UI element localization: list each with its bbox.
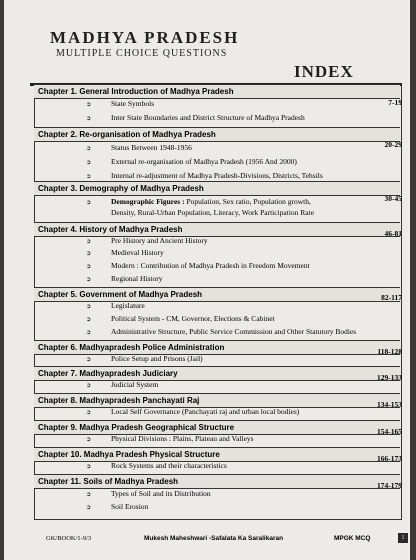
- arrow-bullet-icon: ➲: [86, 251, 92, 257]
- chapter-header: [34, 127, 400, 142]
- chapter-page-range: 82-117: [381, 293, 402, 302]
- arrow-bullet-icon: ➲: [86, 357, 92, 363]
- footer-book: MPGK MCQ: [334, 535, 371, 542]
- chapter-page-range: 20-29: [384, 140, 402, 149]
- arrow-bullet-icon: ➲: [86, 410, 92, 416]
- footer-code: GK/BOOK/1-9/3: [46, 535, 92, 542]
- arrow-bullet-icon: ➲: [86, 174, 92, 180]
- chapter-header: [34, 181, 400, 196]
- topic-item: State Symbols: [111, 99, 155, 108]
- topic-item: Legislature: [111, 301, 145, 310]
- topic-item: Political System - CM, Governor, Elections & Cabinet: [111, 314, 275, 323]
- chapter-page-range: 166-173: [377, 454, 402, 463]
- index-heading: INDEX: [294, 62, 354, 81]
- chapter-page-range: 30-45: [384, 194, 402, 203]
- chapter-title: Chapter 10. Madhya Pradesh Physical Structure: [38, 450, 220, 459]
- chapter-page-range: 7-19: [388, 98, 402, 107]
- chapter-page-range: 46-81: [384, 229, 402, 238]
- chapter-header: [34, 447, 400, 462]
- topic-item: [111, 197, 311, 207]
- chapter-header: [34, 366, 400, 381]
- chapter-header: [34, 287, 400, 302]
- chapter-title: Chapter 7. Madhyapradesh Judiciary: [38, 369, 178, 378]
- arrow-bullet-icon: ➲: [86, 437, 92, 443]
- chapter-title: Chapter 3. Demography of Madhya Pradesh: [38, 184, 204, 193]
- arrow-bullet-icon: ➲: [86, 277, 92, 283]
- topic-label: Demographic Figures :: [111, 197, 185, 206]
- topic-item: Physical Divisions : Plains, Plateau and Valleys: [111, 434, 254, 443]
- arrow-bullet-icon: ➲: [86, 146, 92, 152]
- topic-item: Types of Soil and its Distribution: [111, 489, 211, 498]
- chapter-page-range: 118-128: [377, 347, 402, 356]
- topic-item: Police Setup and Prisons (Jail): [111, 354, 203, 363]
- chapter-page-range: 154-165: [377, 427, 402, 436]
- topic-item: Inter State Boundaries and District Structure of Madhya Pradesh: [111, 113, 305, 122]
- arrow-bullet-icon: ➲: [86, 264, 92, 270]
- chapter-title: Chapter 1. General Introduction of Madhya Pradesh: [38, 87, 234, 96]
- arrow-bullet-icon: ➲: [86, 160, 92, 166]
- chapter-title: Chapter 9. Madhya Pradesh Geographical Structure: [38, 423, 235, 432]
- chapter-page-range: 134-153: [377, 400, 402, 409]
- chapter-header: [34, 474, 400, 489]
- topic-item: Pre History and Ancient History: [111, 236, 208, 245]
- chapter-title: Chapter 2. Re-organisation of Madhya Pradesh: [38, 130, 216, 139]
- chapter-title: Chapter 5. Government of Madhya Pradesh: [38, 290, 203, 299]
- topic-item: Local Self Governance (Panchayati raj and urban local bodies): [111, 407, 300, 416]
- topic-item: Medieval History: [111, 248, 164, 257]
- arrow-bullet-icon: ➲: [86, 102, 92, 108]
- arrow-bullet-icon: ➲: [86, 383, 92, 389]
- topic-item: Judicial System: [111, 380, 159, 389]
- chapter-title: Chapter 11. Soils of Madhya Pradesh: [38, 477, 179, 486]
- chapter-page-range: 129-133: [377, 373, 402, 382]
- topic-item: Administrative Structure, Public Service Commission and Other Statutory Bodies: [111, 327, 357, 336]
- book-subtitle: MULTIPLE CHOICE QUESTIONS: [56, 48, 228, 59]
- topic-item: Regional History: [111, 274, 163, 283]
- chapter-header: [34, 393, 400, 408]
- arrow-bullet-icon: ➲: [86, 304, 92, 310]
- topic-item: External re-organisation of Madhya Pradesh (1956 And 2000): [111, 157, 297, 166]
- chapter-header: [34, 420, 400, 435]
- arrow-bullet-icon: ➲: [86, 239, 92, 245]
- topic-item: Internal re-adjustment of Madhya Pradesh-Divisions, Districts, Tehsils: [111, 171, 323, 180]
- arrow-bullet-icon: ➲: [86, 505, 92, 511]
- arrow-bullet-icon: ➲: [86, 464, 92, 470]
- topic-text: Population, Sex ratio, Population growth,: [184, 197, 311, 206]
- topic-item: Density, Rural-Urban Population, Literacy, Work Participation Rate: [111, 208, 315, 217]
- topic-item: Modern : Contribution of Madhya Pradesh in Freedom Movement: [111, 261, 310, 270]
- topic-item: Rock Systems and their characteristics: [111, 461, 227, 470]
- chapter-page-range: 174-179: [377, 481, 402, 490]
- chapter-header: [34, 222, 400, 237]
- chapter-header: [34, 84, 400, 99]
- footer-author: Mukesh Maheshwari -Safalata Ka Saralikaran: [144, 535, 284, 542]
- chapter-title: Chapter 4. History of Madhya Pradesh: [38, 225, 183, 234]
- book-title: MADHYA PRADESH: [50, 28, 240, 47]
- arrow-bullet-icon: ➲: [86, 200, 92, 206]
- arrow-bullet-icon: ➲: [86, 492, 92, 498]
- chapter-header: [34, 340, 400, 355]
- chapter-title: Chapter 8. Madhyapradesh Panchayati Raj: [38, 396, 200, 405]
- topic-item: Status Between 1948-1956: [111, 143, 192, 152]
- page-number: 1: [398, 533, 408, 543]
- arrow-bullet-icon: ➲: [86, 116, 92, 122]
- arrow-bullet-icon: ➲: [86, 330, 92, 336]
- chapter-title: Chapter 6. Madhyapradesh Police Administration: [38, 343, 225, 352]
- topic-item: Soil Erosion: [111, 502, 149, 511]
- arrow-bullet-icon: ➲: [86, 317, 92, 323]
